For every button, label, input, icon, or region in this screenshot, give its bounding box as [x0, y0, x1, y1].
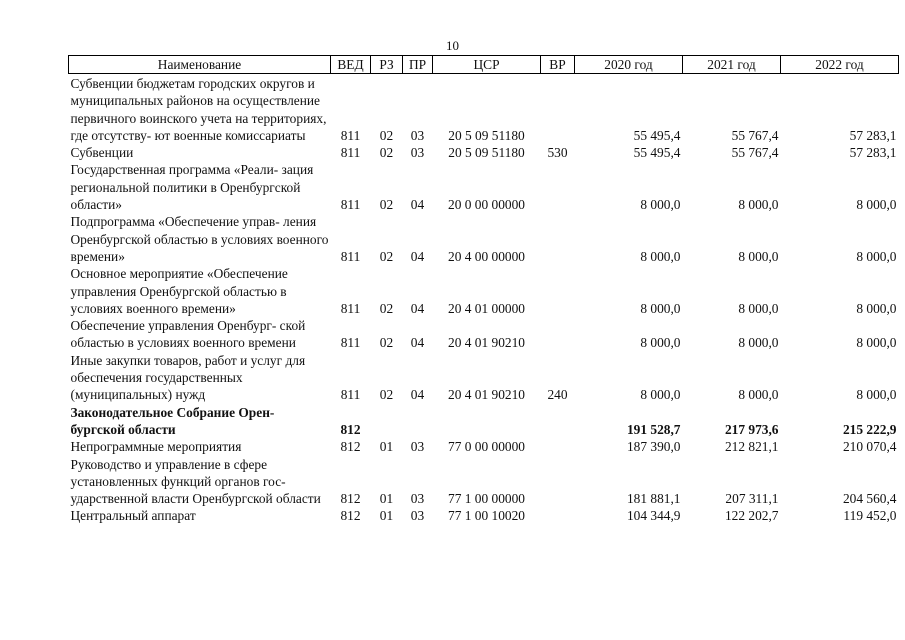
row-2022: 57 283,1 [849, 127, 897, 143]
row-ved: 811 [340, 248, 361, 264]
row-2020: 8 000,0 [640, 335, 681, 351]
row-vr: 530 [547, 145, 568, 161]
row-2022: 57 283,1 [849, 145, 897, 161]
row-pr: 03 [410, 127, 425, 143]
row-name: Центральный аппарат [70, 508, 196, 524]
table-row [69, 213, 899, 265]
row-2020: 55 495,4 [633, 145, 681, 161]
row-ved: 812 [340, 508, 361, 524]
table-row [69, 74, 899, 145]
row-csr: 77 0 00 00000 [448, 439, 525, 455]
row-vr [541, 317, 575, 352]
row-ved: 811 [340, 335, 361, 351]
table-row [69, 438, 899, 455]
row-2020: 191 528,7 [626, 421, 681, 437]
row-2020: 8 000,0 [640, 300, 681, 316]
row-pr: 04 [410, 300, 425, 316]
row-name: Государственная программа «Реали- зация региональной политики в Оренбургской области» [70, 162, 314, 213]
row-csr: 20 4 01 90210 [448, 335, 525, 351]
row-pr: 03 [410, 145, 425, 161]
row-rz: 02 [379, 335, 394, 351]
row-pr: 04 [410, 248, 425, 264]
row-2020: 8 000,0 [640, 387, 681, 403]
table-row [69, 456, 899, 508]
row-2020: 104 344,9 [626, 508, 681, 524]
row-2021: 217 973,6 [724, 421, 779, 437]
row-rz: 02 [379, 248, 394, 264]
row-pr: 03 [410, 491, 425, 507]
row-csr [433, 404, 541, 439]
row-2020: 8 000,0 [640, 248, 681, 264]
row-2021: 212 821,1 [724, 439, 779, 455]
row-ved: 812 [340, 439, 361, 455]
header-rz: РЗ [371, 56, 403, 74]
row-2021: 55 767,4 [731, 145, 779, 161]
row-2021: 8 000,0 [738, 387, 779, 403]
row-2022: 8 000,0 [856, 197, 897, 213]
row-vr [541, 213, 575, 265]
row-rz: 01 [379, 439, 394, 455]
row-pr: 04 [410, 197, 425, 213]
row-2021: 55 767,4 [731, 127, 779, 143]
row-name: Законодательное Собрание Орен- бургской области [70, 404, 275, 437]
table-row [69, 317, 899, 352]
row-rz: 02 [379, 387, 394, 403]
header-2021: 2021 год [683, 56, 781, 74]
row-name: Непрограммные мероприятия [70, 439, 242, 455]
row-pr: 04 [410, 335, 425, 351]
row-2021: 207 311,1 [725, 491, 779, 507]
row-rz [371, 404, 403, 439]
row-csr: 77 1 00 00000 [448, 491, 525, 507]
row-2021: 122 202,7 [724, 508, 779, 524]
table-header-row [69, 56, 899, 74]
row-vr [541, 507, 575, 524]
row-vr [541, 404, 575, 439]
table-row [69, 265, 899, 317]
row-name: Иные закупки товаров, работ и услуг для обеспечения государственных (муниципальных) нужд [70, 352, 306, 403]
header-2022: 2022 год [781, 56, 899, 74]
row-vr [541, 456, 575, 508]
table-row [69, 404, 899, 439]
row-vr [541, 265, 575, 317]
row-vr [541, 438, 575, 455]
row-pr: 03 [410, 439, 425, 455]
row-rz: 01 [379, 508, 394, 524]
row-ved: 811 [340, 300, 361, 316]
row-2020: 8 000,0 [640, 197, 681, 213]
row-csr: 20 4 01 00000 [448, 300, 525, 316]
table-body [69, 74, 899, 525]
row-rz: 02 [379, 145, 394, 161]
table-row [69, 507, 899, 524]
row-ved: 811 [340, 387, 361, 403]
row-vr: 240 [547, 387, 568, 403]
row-csr: 20 0 00 00000 [448, 197, 525, 213]
row-2022: 210 070,4 [842, 439, 897, 455]
table-row [69, 161, 899, 213]
row-2021: 8 000,0 [738, 335, 779, 351]
header-name: Наименование [69, 56, 331, 74]
row-ved: 812 [340, 491, 361, 507]
page-number: 10 [446, 38, 459, 53]
row-name: Субвенции бюджетам городских округов и муниципальных районов на осуществление первичного воинского учета на территориях, где отсутству- ют военные комиссариаты [70, 76, 327, 143]
row-ved: 811 [340, 197, 361, 213]
row-2020: 55 495,4 [633, 127, 681, 143]
row-ved: 811 [340, 145, 361, 161]
row-rz: 02 [379, 197, 394, 213]
row-ved: 811 [340, 127, 361, 143]
row-2022: 215 222,9 [842, 421, 897, 437]
header-ved: ВЕД [331, 56, 371, 74]
row-name: Подпрограмма «Обеспечение управ- ления Оренбургской областью в условиях военного времени» [70, 214, 329, 264]
row-pr [403, 404, 433, 439]
row-vr [541, 74, 575, 145]
row-rz: 01 [379, 491, 394, 507]
row-2020: 181 881,1 [626, 491, 681, 507]
table-row [69, 144, 899, 161]
row-pr: 04 [410, 387, 425, 403]
row-name: Субвенции [70, 145, 134, 161]
row-rz: 02 [379, 127, 394, 143]
header-pr: ПР [403, 56, 433, 74]
row-csr: 20 5 09 51180 [448, 145, 525, 161]
row-2022: 8 000,0 [856, 248, 897, 264]
table-row [69, 352, 899, 404]
row-rz: 02 [379, 300, 394, 316]
row-2022: 8 000,0 [856, 387, 897, 403]
row-2021: 8 000,0 [738, 300, 779, 316]
header-2020: 2020 год [575, 56, 683, 74]
row-2022: 8 000,0 [856, 300, 897, 316]
row-vr [541, 161, 575, 213]
budget-table [68, 55, 899, 525]
row-name: Обеспечение управления Оренбург- ской областью в условиях военного времени [70, 318, 306, 351]
row-2020: 187 390,0 [626, 439, 681, 455]
row-csr: 20 4 00 00000 [448, 248, 525, 264]
row-pr: 03 [410, 508, 425, 524]
row-name: Руководство и управление в сфере установленных функций органов гос- ударственной власти Оренбургской области [70, 456, 321, 507]
row-2022: 119 452,0 [843, 508, 897, 524]
row-csr: 20 5 09 51180 [448, 127, 525, 143]
row-2022: 204 560,4 [842, 491, 897, 507]
row-csr: 77 1 00 10020 [448, 508, 525, 524]
row-2021: 8 000,0 [738, 248, 779, 264]
row-csr: 20 4 01 90210 [448, 387, 525, 403]
row-2022: 8 000,0 [856, 335, 897, 351]
header-csr: ЦСР [433, 56, 541, 74]
header-vr: ВР [541, 56, 575, 74]
row-ved: 812 [340, 421, 361, 437]
row-2021: 8 000,0 [738, 197, 779, 213]
row-name: Основное мероприятие «Обеспечение управления Оренбургской областью в условиях военного времени» [70, 266, 288, 316]
